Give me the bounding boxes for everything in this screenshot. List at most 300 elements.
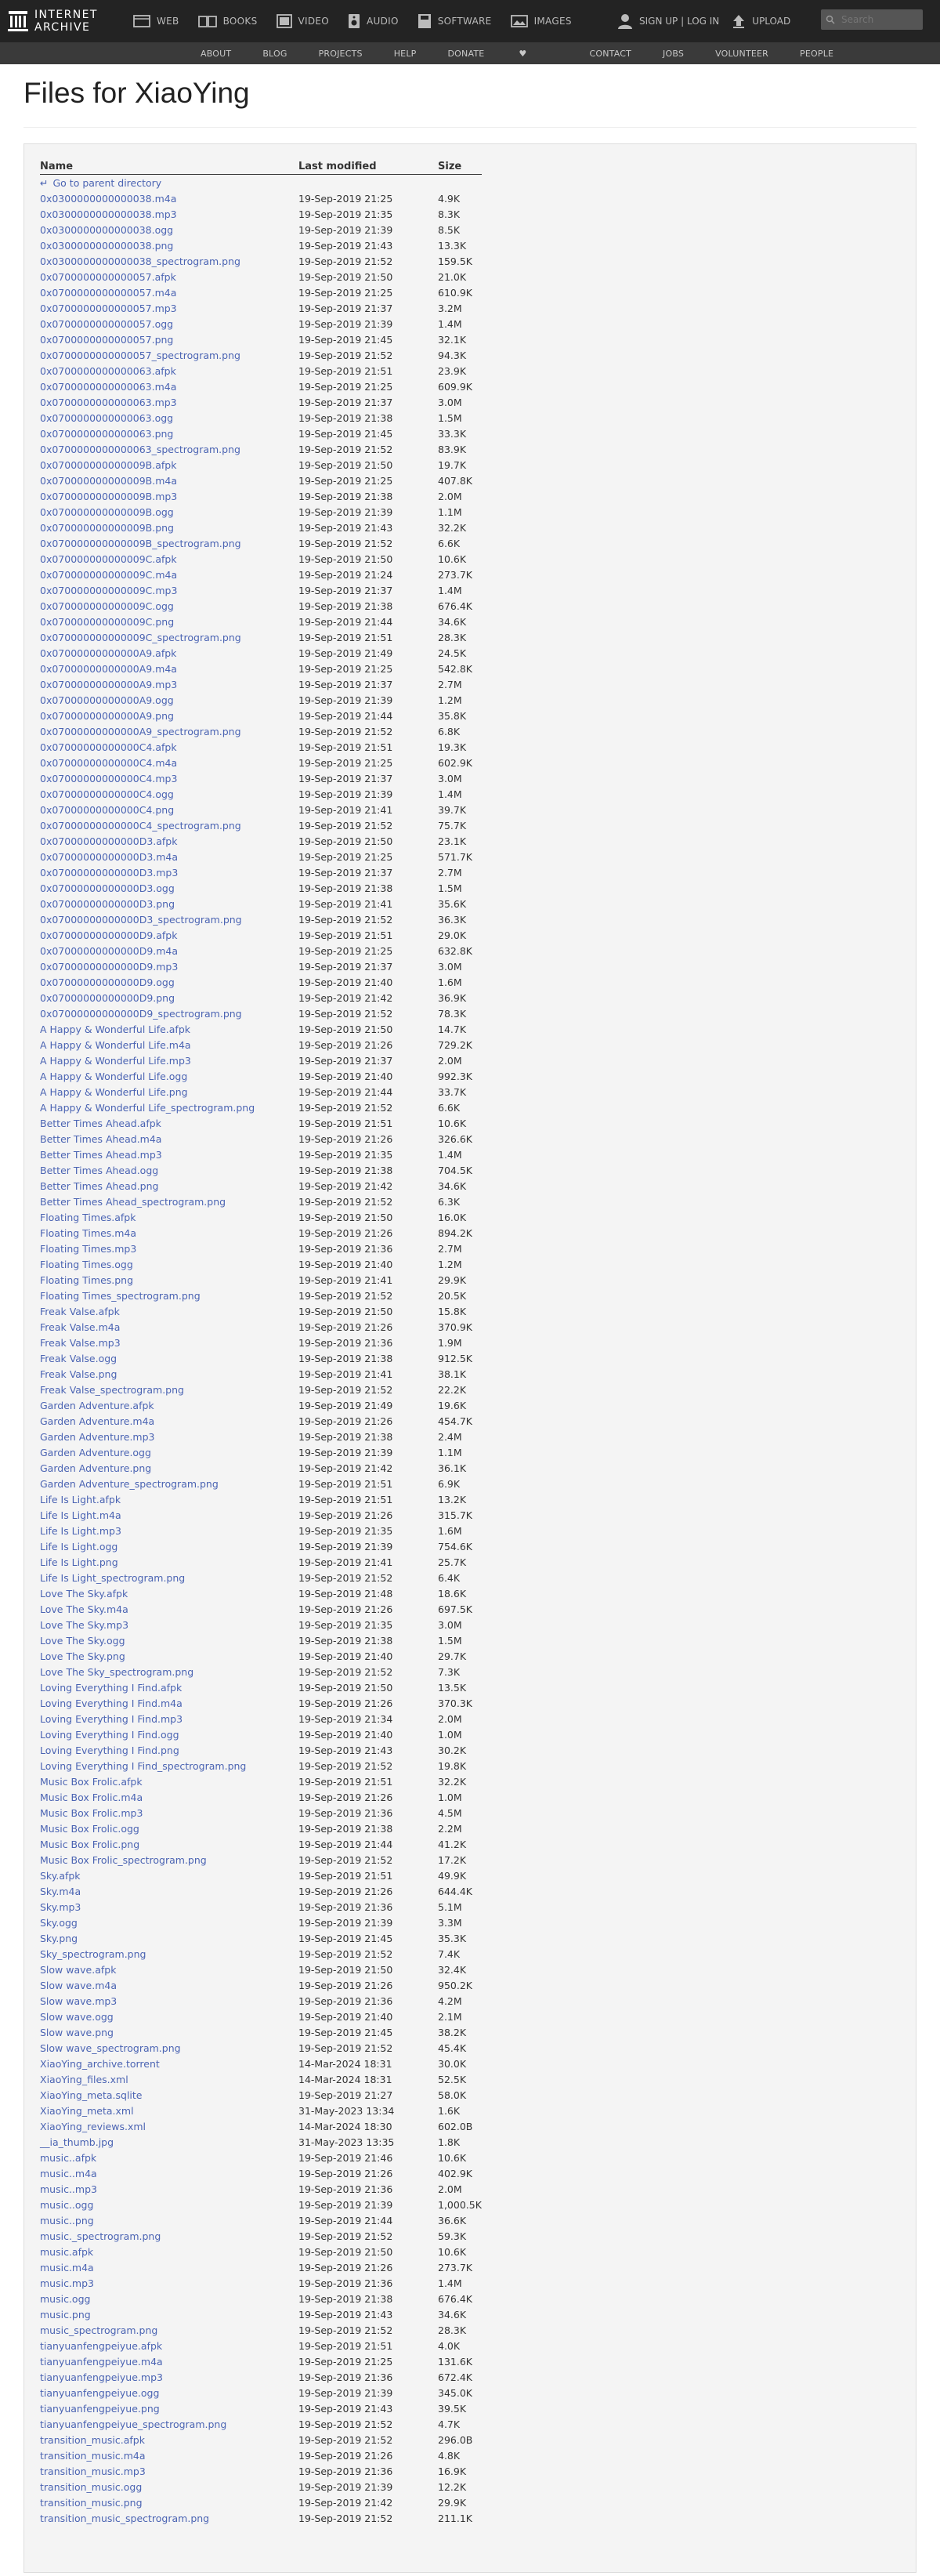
file-size-cell: 6.6K	[438, 537, 461, 549]
file-name-label: 0x0700000000000063.ogg	[40, 411, 174, 424]
file-name-link[interactable]	[40, 441, 298, 457]
table-row	[40, 2463, 482, 2479]
file-name-link[interactable]	[40, 2040, 298, 2056]
file-name-link[interactable]	[40, 2150, 298, 2165]
file-size-cell: 10.6K	[438, 2245, 467, 2258]
internet-archive-logo[interactable]	[8, 9, 125, 34]
file-name-link[interactable]	[40, 2212, 298, 2228]
file-name-link[interactable]	[40, 1570, 298, 1585]
file-name-link[interactable]	[40, 582, 298, 598]
file-name-label: Garden Adventure.m4a	[40, 1415, 155, 1427]
table-row	[40, 1460, 482, 1476]
file-name-link[interactable]	[40, 1084, 298, 1100]
table-header-row	[40, 158, 482, 175]
file-name-link[interactable]	[40, 1899, 298, 1915]
last-modified-cell: 19-Sep-2019 21:45	[298, 1932, 393, 1944]
archive-building-icon	[8, 10, 28, 32]
last-modified-cell: 19-Sep-2019 21:35	[298, 208, 393, 220]
header-name[interactable]: Name	[40, 158, 298, 175]
file-name-link[interactable]	[40, 1648, 298, 1664]
file-size-cell: 39.5K	[438, 2402, 467, 2415]
signup-link[interactable]: SIGN UP	[639, 16, 678, 27]
file-name-link[interactable]	[40, 2291, 298, 2306]
file-name-link[interactable]	[40, 1601, 298, 1617]
file-size-cell: 19.6K	[438, 1399, 467, 1411]
last-modified-cell: 19-Sep-2019 21:52	[298, 1853, 393, 1866]
file-name-link[interactable]	[40, 1053, 298, 1068]
table-row	[40, 958, 482, 974]
file-name-link[interactable]	[40, 1679, 298, 1695]
file-name-link[interactable]	[40, 1946, 298, 1962]
last-modified-cell: 19-Sep-2019 21:50	[298, 1305, 393, 1317]
file-name-label: Music Box Frolic.afpk	[40, 1775, 143, 1788]
subnav-projects[interactable]: PROJECTS	[318, 48, 363, 59]
file-name-link[interactable]	[40, 269, 298, 284]
file-name-link[interactable]	[40, 1554, 298, 1570]
search-box[interactable]	[821, 9, 923, 30]
table-row	[40, 2212, 482, 2228]
last-modified-cell: 19-Sep-2019 21:51	[298, 741, 393, 753]
last-modified-cell: 19-Sep-2019 21:36	[298, 2183, 393, 2195]
file-name-link[interactable]	[40, 2118, 298, 2134]
table-row	[40, 504, 482, 520]
file-name-link[interactable]	[40, 1962, 298, 1977]
file-name-label: tianyuanfengpeiyue.m4a	[40, 2355, 163, 2368]
file-name-link[interactable]	[40, 2165, 298, 2181]
last-modified-cell: 19-Sep-2019 21:26	[298, 1415, 393, 1427]
file-name-link[interactable]	[40, 1303, 298, 1319]
file-name-link[interactable]	[40, 457, 298, 473]
file-name-link[interactable]	[40, 347, 298, 363]
file-name-link[interactable]	[40, 692, 298, 708]
last-modified-cell: 19-Sep-2019 21:51	[298, 929, 393, 941]
file-name-link[interactable]	[40, 1789, 298, 1805]
file-name-link[interactable]	[40, 2338, 298, 2353]
file-name-label: 0x0700000000000063.m4a	[40, 380, 177, 393]
file-name-link[interactable]	[40, 1742, 298, 1758]
last-modified-cell: 19-Sep-2019 21:39	[298, 317, 393, 330]
last-modified-cell: 19-Sep-2019 21:42	[298, 1462, 393, 1474]
file-name-link[interactable]	[40, 2275, 298, 2291]
nav-images[interactable]	[511, 14, 572, 28]
table-row	[40, 190, 482, 206]
file-name-link[interactable]	[40, 1209, 298, 1225]
file-name-link[interactable]	[40, 1585, 298, 1601]
file-name-link[interactable]	[40, 1758, 298, 1773]
file-name-link[interactable]	[40, 1241, 298, 1256]
file-name-link[interactable]	[40, 426, 298, 441]
table-row	[40, 1899, 482, 1915]
file-name-link[interactable]	[40, 614, 298, 629]
file-name-link[interactable]	[40, 2416, 298, 2432]
file-name-link[interactable]	[40, 332, 298, 347]
file-name-link[interactable]	[40, 2024, 298, 2040]
file-name-link[interactable]	[40, 2103, 298, 2118]
file-name-label: Music Box Frolic_spectrogram.png	[40, 1853, 207, 1866]
file-size-cell: 1.1M	[438, 1446, 462, 1458]
file-size-cell: 32.1K	[438, 333, 467, 346]
subnav-about[interactable]: ABOUT	[201, 48, 232, 59]
last-modified-cell: 19-Sep-2019 21:26	[298, 2449, 393, 2462]
file-name-link[interactable]	[40, 708, 298, 723]
file-name-link[interactable]	[40, 770, 298, 786]
table-row	[40, 2071, 482, 2087]
file-name-link[interactable]	[40, 802, 298, 817]
last-modified-cell: 19-Sep-2019 21:45	[298, 2026, 393, 2038]
file-name-label: 0x070000000000009C.afpk	[40, 553, 177, 565]
file-name-link[interactable]	[40, 2134, 298, 2150]
file-name-link[interactable]	[40, 629, 298, 645]
file-name-link[interactable]	[40, 1695, 298, 1711]
file-name-label: Garden Adventure.png	[40, 1462, 152, 1474]
parent-directory-label: Go to parent directory	[52, 176, 162, 189]
file-name-label: music..mp3	[40, 2183, 97, 2195]
file-size-cell: 30.2K	[438, 1744, 467, 1756]
file-name-link[interactable]	[40, 253, 298, 269]
table-row	[40, 2103, 482, 2118]
file-size-cell: 296.0B	[438, 2433, 473, 2446]
file-name-link[interactable]	[40, 1021, 298, 1037]
file-name-link[interactable]	[40, 473, 298, 488]
table-row	[40, 1413, 482, 1429]
file-name-link[interactable]	[40, 1225, 298, 1241]
file-name-link[interactable]	[40, 1491, 298, 1507]
header-last-modified[interactable]: Last modified	[298, 158, 438, 175]
file-name-link[interactable]	[40, 410, 298, 426]
file-name-link[interactable]	[40, 2463, 298, 2479]
nav-audio[interactable]	[348, 13, 399, 29]
parent-directory-link[interactable]	[40, 175, 298, 191]
table-row	[40, 269, 482, 284]
file-name-link[interactable]	[40, 2353, 298, 2369]
table-row	[40, 598, 482, 614]
file-size-cell: 94.3K	[438, 349, 467, 361]
file-name-link[interactable]	[40, 927, 298, 943]
subnav-blog[interactable]: BLOG	[262, 48, 287, 59]
file-name-link[interactable]	[40, 1632, 298, 1648]
file-name-link[interactable]	[40, 2494, 298, 2510]
file-name-link[interactable]	[40, 1413, 298, 1429]
last-modified-cell: 19-Sep-2019 21:50	[298, 1963, 393, 1976]
file-name-link[interactable]	[40, 1115, 298, 1131]
file-table	[40, 158, 482, 2526]
file-size-cell: 1.4M	[438, 2277, 462, 2289]
file-name-link[interactable]	[40, 676, 298, 692]
file-name-link[interactable]	[40, 817, 298, 833]
table-row	[40, 1147, 482, 1162]
file-name-link[interactable]	[40, 1507, 298, 1523]
table-row	[40, 2150, 482, 2165]
table-row	[40, 2510, 482, 2526]
file-name-label: music.afpk	[40, 2245, 94, 2258]
login-link[interactable]: LOG IN	[686, 16, 720, 27]
file-name-link[interactable]	[40, 1476, 298, 1491]
subnav-donate-label: DONATE	[447, 48, 485, 59]
file-name-link[interactable]	[40, 520, 298, 535]
file-size-cell: 2.0M	[438, 2183, 462, 2195]
last-modified-cell: 19-Sep-2019 21:39	[298, 2480, 393, 2493]
file-name-link[interactable]	[40, 896, 298, 911]
file-name-link[interactable]	[40, 2087, 298, 2103]
file-size-cell: 3.0M	[438, 1618, 462, 1631]
last-modified-cell: 19-Sep-2019 21:52	[298, 537, 393, 549]
subnav-people[interactable]: PEOPLE	[800, 48, 834, 59]
last-modified-cell: 19-Sep-2019 21:52	[298, 1383, 393, 1396]
file-size-cell: 1,000.5K	[438, 2198, 482, 2211]
table-row	[40, 1773, 482, 1789]
file-name-link[interactable]	[40, 1664, 298, 1679]
file-name-link[interactable]	[40, 1773, 298, 1789]
file-name-link[interactable]	[40, 1429, 298, 1444]
table-row	[40, 2416, 482, 2432]
upload-button[interactable]: UPLOAD	[752, 16, 791, 27]
file-name-link[interactable]	[40, 1350, 298, 1366]
search-input[interactable]	[840, 13, 921, 26]
user-actions	[617, 0, 790, 42]
file-size-cell: 3.3M	[438, 1916, 462, 1929]
file-name-label: A Happy & Wonderful Life.ogg	[40, 1070, 188, 1082]
file-name-link[interactable]	[40, 1836, 298, 1852]
file-size-cell: 38.1K	[438, 1368, 467, 1380]
nav-software[interactable]	[418, 13, 492, 29]
file-size-cell: 273.7K	[438, 2261, 472, 2273]
file-name-link[interactable]	[40, 2432, 298, 2447]
top-navigation-bar	[0, 0, 940, 42]
file-name-link[interactable]	[40, 1868, 298, 1883]
last-modified-cell: 19-Sep-2019 21:38	[298, 600, 393, 612]
nav-video[interactable]	[277, 14, 330, 28]
file-name-link[interactable]	[40, 723, 298, 739]
file-name-label: A Happy & Wonderful Life.mp3	[40, 1054, 191, 1067]
table-row	[40, 1695, 482, 1711]
file-name-label: Sky.afpk	[40, 1869, 81, 1882]
table-row	[40, 1194, 482, 1209]
last-modified-cell: 19-Sep-2019 21:50	[298, 553, 393, 565]
file-name-link[interactable]	[40, 1068, 298, 1084]
file-name-link[interactable]	[40, 1993, 298, 2009]
file-name-link[interactable]	[40, 2259, 298, 2275]
file-name-link[interactable]	[40, 1037, 298, 1053]
file-size-cell: 23.9K	[438, 364, 467, 377]
file-name-link[interactable]	[40, 974, 298, 990]
file-name-link[interactable]	[40, 2009, 298, 2024]
file-name-label: tianyuanfengpeiyue.ogg	[40, 2386, 160, 2399]
file-name-link[interactable]	[40, 300, 298, 316]
file-size-cell: 7.4K	[438, 1947, 461, 1960]
file-name-link[interactable]	[40, 990, 298, 1005]
file-name-link[interactable]	[40, 1397, 298, 1413]
file-size-cell: 402.9K	[438, 2167, 472, 2179]
nav-books[interactable]	[198, 14, 258, 28]
file-name-link[interactable]	[40, 1194, 298, 1209]
file-name-link[interactable]	[40, 1444, 298, 1460]
last-modified-cell: 19-Sep-2019 21:43	[298, 2402, 393, 2415]
file-name-link[interactable]	[40, 1977, 298, 1993]
last-modified-cell: 19-Sep-2019 21:51	[298, 631, 393, 643]
file-name-link[interactable]	[40, 1726, 298, 1742]
file-name-link[interactable]	[40, 2369, 298, 2385]
table-row	[40, 222, 482, 237]
file-name-label: XiaoYing_files.xml	[40, 2073, 128, 2085]
table-row	[40, 206, 482, 222]
file-size-cell: 52.5K	[438, 2073, 467, 2085]
file-name-link[interactable]	[40, 943, 298, 958]
file-name-link[interactable]	[40, 958, 298, 974]
file-name-link[interactable]	[40, 645, 298, 661]
file-name-label: 0x0700000000000057.png	[40, 333, 174, 346]
file-name-link[interactable]	[40, 237, 298, 253]
file-name-link[interactable]	[40, 1805, 298, 1821]
file-name-link[interactable]	[40, 2322, 298, 2338]
file-name-link[interactable]	[40, 2306, 298, 2322]
table-row	[40, 1930, 482, 1946]
last-modified-cell: 19-Sep-2019 21:52	[298, 349, 393, 361]
file-size-cell: 697.5K	[438, 1603, 472, 1615]
table-row	[40, 1805, 482, 1821]
subnav-volunteer[interactable]: VOLUNTEER	[715, 48, 769, 59]
file-name-link[interactable]	[40, 2385, 298, 2400]
file-name-link[interactable]	[40, 1852, 298, 1868]
file-name-link[interactable]	[40, 1272, 298, 1288]
file-name-link[interactable]	[40, 2400, 298, 2416]
table-row	[40, 2009, 482, 2024]
file-size-cell: 29.9K	[438, 1274, 467, 1286]
file-name-link[interactable]	[40, 222, 298, 237]
file-name-label: Slow wave.afpk	[40, 1963, 117, 1976]
file-size-cell: 58.0K	[438, 2089, 467, 2101]
last-modified-cell: 19-Sep-2019 21:39	[298, 1916, 393, 1929]
file-name-link[interactable]	[40, 363, 298, 379]
file-name-link[interactable]	[40, 2056, 298, 2071]
file-name-link[interactable]	[40, 567, 298, 582]
file-name-label: music.m4a	[40, 2261, 94, 2273]
table-row	[40, 457, 482, 473]
last-modified-cell: 19-Sep-2019 21:26	[298, 1038, 393, 1051]
file-name-link[interactable]	[40, 880, 298, 896]
file-name-label: transition_music_spectrogram.png	[40, 2512, 210, 2524]
file-name-link[interactable]	[40, 2447, 298, 2463]
file-name-link[interactable]	[40, 849, 298, 864]
file-name-link[interactable]	[40, 2244, 298, 2259]
file-name-link[interactable]	[40, 2510, 298, 2526]
file-name-link[interactable]	[40, 2181, 298, 2197]
file-name-link[interactable]	[40, 504, 298, 520]
table-row	[40, 300, 482, 316]
table-row	[40, 2322, 482, 2338]
table-row	[40, 1131, 482, 1147]
table-row	[40, 864, 482, 880]
file-name-link[interactable]	[40, 739, 298, 755]
file-name-link[interactable]	[40, 1711, 298, 1726]
file-name-link[interactable]	[40, 2071, 298, 2087]
file-name-label: Garden Adventure.afpk	[40, 1399, 154, 1411]
file-name-link[interactable]	[40, 316, 298, 332]
file-name-link[interactable]	[40, 1821, 298, 1836]
file-name-link[interactable]	[40, 1538, 298, 1554]
file-name-link[interactable]	[40, 661, 298, 676]
file-name-link[interactable]	[40, 284, 298, 300]
file-name-link[interactable]	[40, 1382, 298, 1397]
file-name-link[interactable]	[40, 911, 298, 927]
file-name-link[interactable]	[40, 1366, 298, 1382]
file-name-link[interactable]	[40, 1915, 298, 1930]
file-size-cell: 38.2K	[438, 2026, 467, 2038]
file-name-link[interactable]	[40, 206, 298, 222]
page-title: Files for XiaoYing	[24, 77, 250, 109]
file-name-link[interactable]	[40, 786, 298, 802]
file-name-link[interactable]	[40, 551, 298, 567]
file-name-link[interactable]	[40, 1005, 298, 1021]
file-size-cell: 131.6K	[438, 2355, 472, 2368]
file-name-link[interactable]	[40, 1883, 298, 1899]
subnav-jobs[interactable]: JOBS	[663, 48, 685, 59]
subnav-donate[interactable]	[448, 49, 559, 59]
table-row	[40, 237, 482, 253]
file-name-link[interactable]	[40, 394, 298, 410]
table-row	[40, 1068, 482, 1084]
file-name-label: transition_music.ogg	[40, 2480, 143, 2493]
file-name-link[interactable]	[40, 1319, 298, 1335]
table-row	[40, 661, 482, 676]
file-name-label: Music Box Frolic.m4a	[40, 1791, 143, 1803]
file-name-link[interactable]	[40, 833, 298, 849]
header-size[interactable]: Size	[438, 158, 482, 175]
file-name-link[interactable]	[40, 2228, 298, 2244]
file-name-link[interactable]	[40, 1256, 298, 1272]
file-name-link[interactable]	[40, 1178, 298, 1194]
subnav-contact[interactable]: CONTACT	[589, 48, 632, 59]
file-name-link[interactable]	[40, 2197, 298, 2212]
last-modified-cell: 19-Sep-2019 21:52	[298, 2042, 393, 2054]
file-name-label: Freak Valse.mp3	[40, 1336, 121, 1349]
table-row	[40, 1178, 482, 1194]
file-name-link[interactable]	[40, 1460, 298, 1476]
file-name-link[interactable]	[40, 1930, 298, 1946]
file-name-label: 0x0700000000000057.ogg	[40, 317, 174, 330]
file-name-link[interactable]	[40, 535, 298, 551]
file-name-link[interactable]	[40, 598, 298, 614]
file-name-label: Garden Adventure.ogg	[40, 1446, 151, 1458]
nav-web[interactable]	[133, 14, 179, 28]
file-name-link[interactable]	[40, 864, 298, 880]
file-name-link[interactable]	[40, 1131, 298, 1147]
subnav-help[interactable]: HELP	[393, 48, 417, 59]
file-name-label: transition_music.png	[40, 2496, 143, 2509]
file-name-link[interactable]	[40, 488, 298, 504]
file-name-link[interactable]	[40, 379, 298, 394]
file-name-link[interactable]	[40, 190, 298, 206]
last-modified-cell: 19-Sep-2019 21:26	[298, 1979, 393, 1991]
file-name-link[interactable]	[40, 1288, 298, 1303]
file-name-link[interactable]	[40, 1335, 298, 1350]
file-size-cell: 34.6K	[438, 1179, 467, 1192]
table-row	[40, 1946, 482, 1962]
file-name-link[interactable]	[40, 1147, 298, 1162]
file-name-link[interactable]	[40, 2479, 298, 2494]
file-size-cell: 4.5M	[438, 1806, 462, 1819]
last-modified-cell: 19-Sep-2019 21:26	[298, 1321, 393, 1333]
file-name-link[interactable]	[40, 1617, 298, 1632]
last-modified-cell: 19-Sep-2019 21:44	[298, 1838, 393, 1850]
file-name-link[interactable]	[40, 1162, 298, 1178]
file-size-cell: 29.9K	[438, 2496, 467, 2509]
file-name-link[interactable]	[40, 755, 298, 770]
file-name-link[interactable]	[40, 1523, 298, 1538]
table-row	[40, 786, 482, 802]
file-name-link[interactable]	[40, 1100, 298, 1115]
file-size-cell: 33.3K	[438, 427, 467, 440]
last-modified-cell: 19-Sep-2019 21:38	[298, 1430, 393, 1443]
